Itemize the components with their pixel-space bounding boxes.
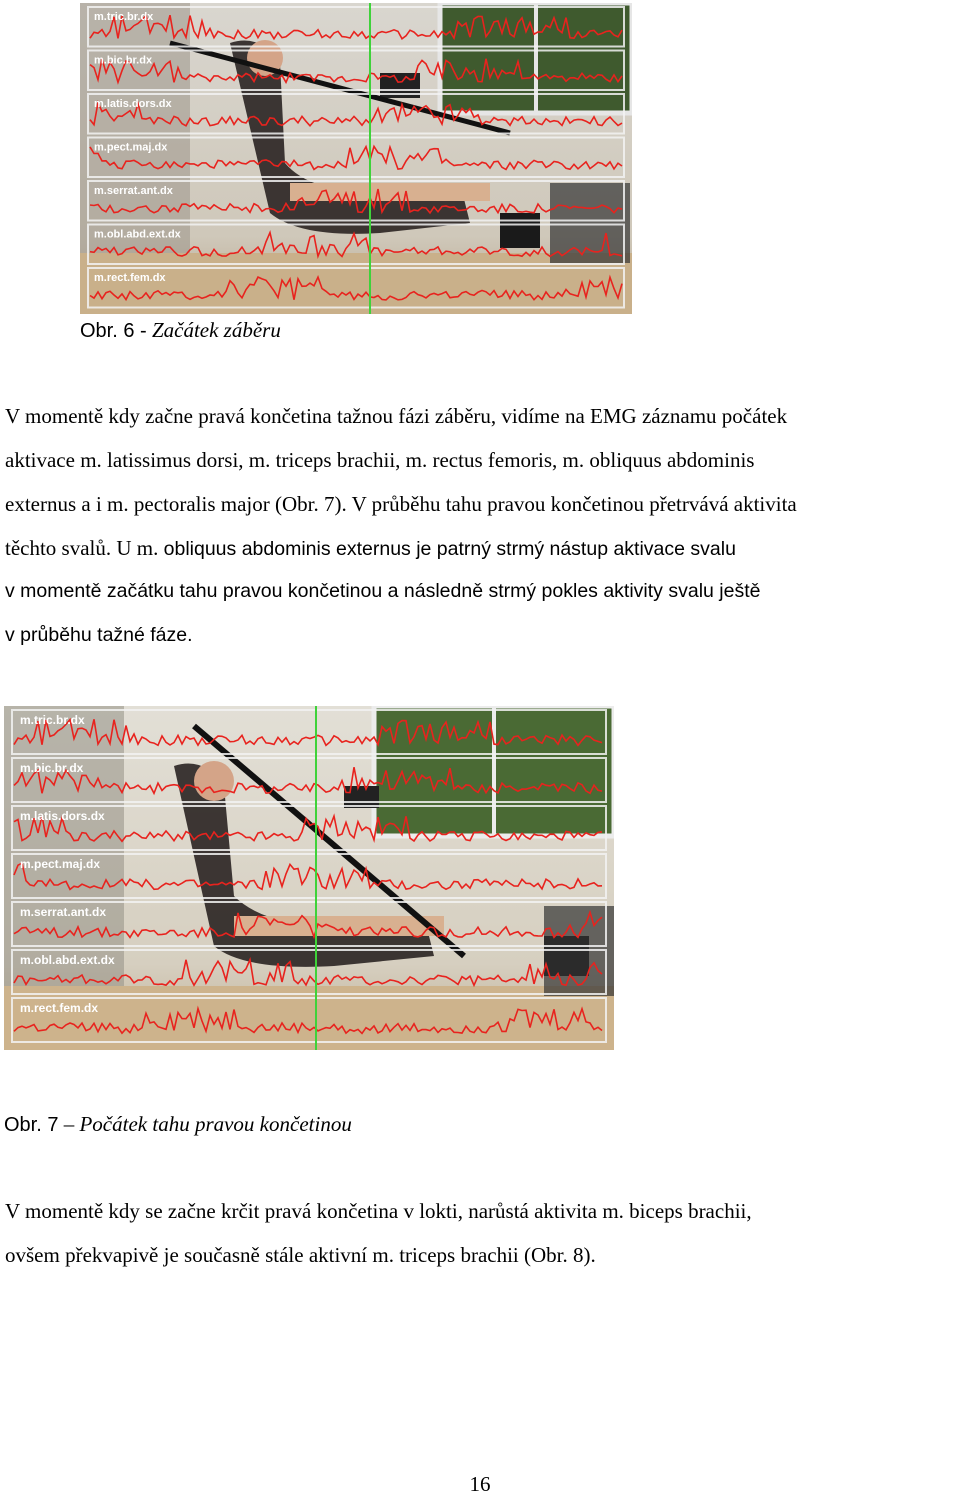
figure-7-emg-rowing-photo	[4, 706, 614, 1050]
emg-channel-label: m.tric.br.dx	[20, 713, 85, 727]
paragraph-1-line-6: v průběhu tažné fáze.	[5, 624, 193, 646]
figure-7-number: Obr. 7	[4, 1114, 59, 1136]
emg-channel-label: m.serrat.ant.dx	[20, 905, 107, 919]
emg-channel-label: m.rect.fem.dx	[94, 272, 166, 284]
paragraph-2-line-2: ovšem překvapivě je současně stále aktivní m. triceps brachii (Obr. 8).	[5, 1243, 596, 1267]
emg-channel-label: m.bic.br.dx	[94, 54, 153, 67]
page-number: 16	[469, 1472, 491, 1496]
emg-channel-label: m.latis.dors.dx	[20, 809, 105, 823]
emg-channel-label: m.obl.abd.ext.dx	[20, 953, 115, 967]
paragraph-1-line-3: externus a i m. pectoralis major (Obr. 7). V průběhu tahu pravou končetinou přetrvává aktivita	[5, 492, 797, 516]
emg-channel-label: m.pect.maj.dx	[20, 857, 101, 871]
emg-channel-label: m.obl.abd.ext.dx	[94, 228, 181, 241]
emg-channel-label: m.tric.br.dx	[94, 11, 154, 23]
emg-channel-label: m.latis.dors.dx	[94, 98, 172, 110]
paragraph-1	[5, 395, 960, 655]
figure-6-number: Obr. 6 -	[80, 320, 147, 342]
paragraph-1-line-5: v momentě začátku tahu pravou končetinou a následně strmý pokles aktivity svalu ještě	[5, 580, 761, 602]
emg-overlay-image	[4, 706, 614, 1050]
paragraph-1-line-4a: těchto svalů. U m.	[5, 536, 164, 560]
paragraph-1-line-4b: obliquus abdominis externus je patrný strmý nástup aktivace svalu	[163, 538, 736, 560]
paragraph-2	[5, 1196, 960, 1276]
emg-channel-label: m.bic.br.dx	[20, 761, 84, 775]
figure-6-caption	[80, 318, 281, 343]
paragraph-1-line-4	[5, 536, 736, 561]
figure-7-title: – Počátek tahu pravou končetinou	[63, 1112, 352, 1136]
paragraph-2-line-1: V momentě kdy se začne krčit pravá končetina v lokti, narůstá aktivita m. biceps brachii,	[5, 1199, 752, 1223]
paragraph-1-line-1: V momentě kdy začne pravá končetina tažnou fázi záběru, vidíme na EMG záznamu počátek	[5, 404, 788, 428]
emg-channel-label: m.serrat.ant.dx	[94, 185, 173, 197]
figure-7-caption	[4, 1112, 352, 1137]
paragraph-1-line-2: aktivace m. latissimus dorsi, m. triceps brachii, m. rectus femoris, m. obliquus abdominis	[5, 448, 755, 472]
emg-channel-label: m.rect.fem.dx	[20, 1001, 99, 1015]
emg-channel-label: m.pect.maj.dx	[94, 141, 168, 154]
figure-6-title: Začátek záběru	[151, 318, 281, 342]
emg-overlay-image	[80, 3, 632, 314]
figure-6-emg-rowing-photo	[80, 3, 632, 314]
